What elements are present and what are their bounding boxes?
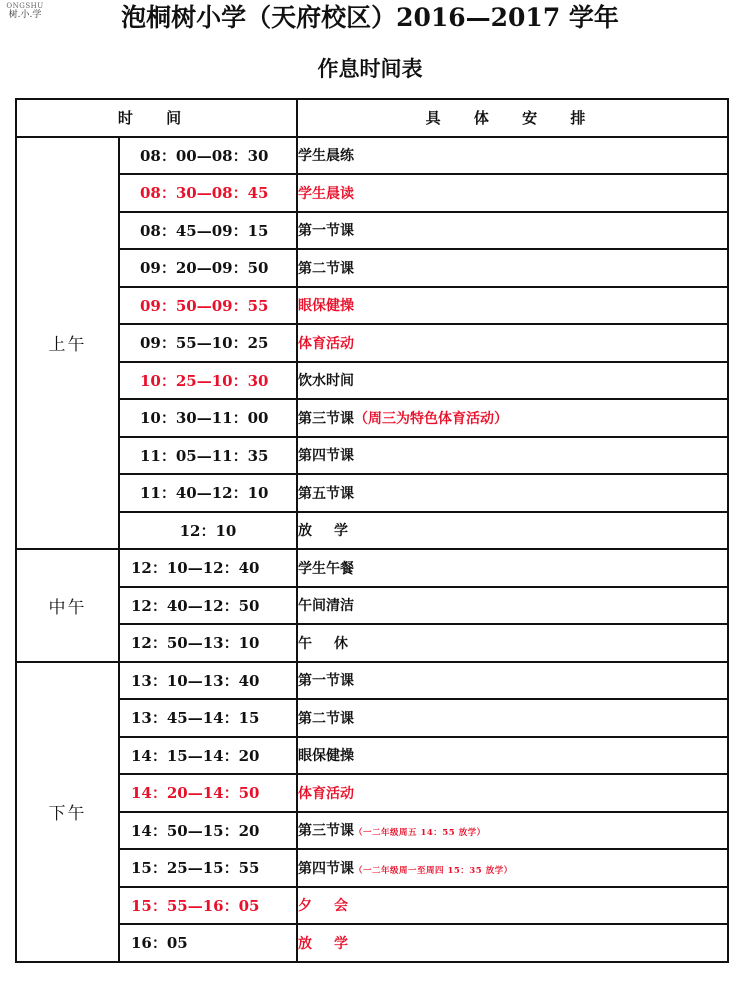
activity-label: 夕会 [298,898,371,915]
activity-label: 学生晨读 [298,185,355,202]
table-row [16,624,728,662]
activity-cell [297,324,728,362]
table-row [16,249,728,287]
activity-label: 体育活动 [298,785,355,802]
time-cell: 14：50—15：20 [119,812,297,850]
table-row [16,737,728,775]
activity-label: 第三节课 [298,410,355,427]
time-cell: 14：15—14：20 [119,737,297,775]
activity-label: 眼保健操 [298,748,355,765]
table-row [16,212,728,250]
activity-cell [297,437,728,475]
activity-label: 第四节课 [298,448,355,465]
time-cell: 12：10 [119,512,297,550]
table-row [16,362,728,400]
table-row [16,887,728,925]
activity-cell [297,624,728,662]
table-row [16,549,728,587]
activity-label: 第二节课 [298,260,355,277]
activity-cell [297,474,728,512]
table-row [16,324,728,362]
activity-label: 饮水时间 [298,373,355,390]
time-cell: 11：40—12：10 [119,474,297,512]
activity-cell [297,174,728,212]
activity-cell [297,887,728,925]
activity-cell [297,399,728,437]
page-title: 泡桐树小学（天府校区）2016—2017 学年 [121,3,619,32]
time-cell: 16：05 [119,924,297,962]
activity-label: 第五节课 [298,485,355,502]
header-time: 时 间 [16,99,297,137]
time-cell: 14：20—14：50 [119,774,297,812]
activity-note: （一二年级周五 14：55 放学） [354,828,486,839]
activity-label: 第三节课 [298,823,355,840]
time-cell: 08：00—08：30 [119,137,297,175]
table-row [16,437,728,475]
time-cell: 15：55—16：05 [119,887,297,925]
activity-cell [297,137,728,175]
table-row [16,812,728,850]
time-cell: 12：40—12：50 [119,587,297,625]
table-row [16,399,728,437]
activity-cell [297,812,728,850]
activity-label: 放学 [298,523,371,540]
period-label: 下午 [16,662,119,962]
time-cell: 10：30—11：00 [119,399,297,437]
time-cell: 12：10—12：40 [119,549,297,587]
activity-label: 第一节课 [298,223,355,240]
activity-label: 第四节课 [298,860,355,877]
activity-cell [297,662,728,700]
table-row [16,774,728,812]
activity-cell [297,774,728,812]
table-row [16,174,728,212]
activity-label: 学生午餐 [298,560,355,577]
table-header-row [16,99,728,137]
period-label: 中午 [16,549,119,662]
activity-label: 第二节课 [298,710,355,727]
time-cell: 13：10—13：40 [119,662,297,700]
table-row [16,849,728,887]
table-row [16,474,728,512]
schedule-body [16,137,728,962]
time-cell: 08：45—09：15 [119,212,297,250]
activity-cell [297,549,728,587]
activity-label: 放学 [298,935,371,952]
time-cell: 15：25—15：55 [119,849,297,887]
schedule-table [15,98,729,963]
table-row [16,287,728,325]
table-row [16,587,728,625]
activity-cell [297,699,728,737]
logo-top-text: ONGSHU [6,2,44,10]
table-row [16,662,728,700]
time-cell: 09：55—10：25 [119,324,297,362]
table-row [16,699,728,737]
activity-label: 午休 [298,635,371,652]
activity-cell [297,212,728,250]
activity-note: （一二年级周一至周四 15：35 放学） [354,865,513,876]
table-row [16,924,728,962]
activity-cell [297,849,728,887]
activity-note: （周三为特色体育活动） [354,410,509,427]
time-cell: 12：50—13：10 [119,624,297,662]
time-cell: 10：25—10：30 [119,362,297,400]
time-cell: 13：45—14：15 [119,699,297,737]
activity-label: 学生晨练 [298,148,355,165]
activity-label: 第一节课 [298,673,355,690]
activity-label: 午间清洁 [298,598,355,615]
table-row [16,137,728,175]
activity-cell [297,287,728,325]
period-label: 上午 [16,137,119,550]
logo-bottom-text: 树.小.学 [8,10,42,21]
time-cell: 09：50—09：55 [119,287,297,325]
activity-cell [297,362,728,400]
activity-cell [297,512,728,550]
activity-label: 眼保健操 [298,298,355,315]
activity-cell [297,587,728,625]
page-subtitle: 作息时间表 [317,56,423,81]
time-cell: 09：20—09：50 [119,249,297,287]
activity-cell [297,249,728,287]
time-cell: 08：30—08：45 [119,174,297,212]
activity-cell [297,737,728,775]
activity-cell [297,924,728,962]
header-activity: 具 体 安 排 [297,99,728,137]
time-cell: 11：05—11：35 [119,437,297,475]
table-row [16,512,728,550]
activity-label: 体育活动 [298,335,355,352]
